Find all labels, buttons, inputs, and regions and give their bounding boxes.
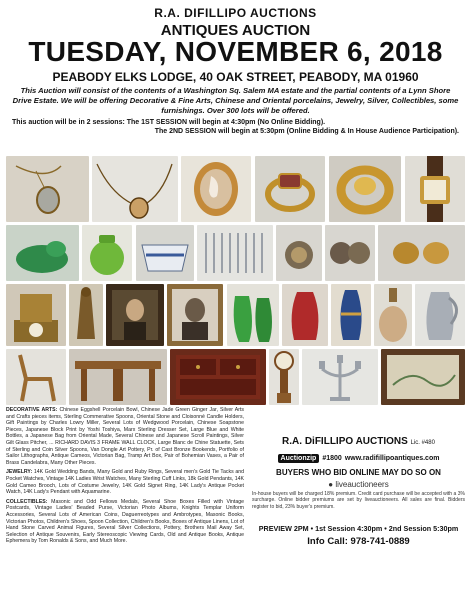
jewelry-text: 14K Gold Wedding Bands, Many Gold and Ruby Rings, Several men's Gold Tie Tacks and Pocket Watches, Vintage 14K Ladies Wrist Watches, Many Sterling Cuff Links, 18k Gold Pendants, 14K Gold Cameo Brooch, Lots of Costume Jewelry, 14K Gold Signet Ring, 14K Lady's Antique Pocket Watch, 14K Lady's Pendant with Aquamarine. — [6, 469, 244, 496]
description-column — [6, 407, 244, 548]
photo-candelabra — [302, 349, 378, 405]
photo-portrait-painting — [106, 284, 164, 346]
photo-wristwatch — [405, 156, 465, 222]
collectibles-text: Masonic and Odd Fellows Medals, Several Shoe Boxes Filled with Vintage Postcards, Vintage Ladies' Beaded Purse, Victorian Photo Albums, Knights Templar Uniform Accessories, Several Lots of American Coins, Daguerreotypes and Ambrotypes, Masonic Books, Victorian Photos, Children's Shoes, Spoon Collection, Children's Books, Boxes of Antique Linens, Lot of Hand Stone Carved Animal Figures, Several Silver Collections, Pottery, Brothers Mail Away Set, Selection of Antique Souvenirs, Early Stereoscopic Viewing Cards, Old and Antique Books, Antique Ephemera by Tom Ronalds & Sons, and Much More. — [6, 498, 244, 545]
decorative-label: DECORATIVE ARTS: — [6, 407, 58, 413]
photo-red-vase — [282, 284, 328, 346]
auctionzip-logo: Auctionzip — [278, 454, 320, 463]
online-buyers-note: BUYERS WHO BID ONLINE MAY DO SO ON — [276, 468, 441, 477]
collectibles-label: COLLECTIBLES: — [6, 498, 48, 505]
contact-name: R.A. DiFILLIPO AUCTIONS Lic. #480 — [282, 436, 435, 447]
intro-text: This Auction will consist of the contents of a Washington Sq. Salem MA estate and the partial contents of a Lynn Shore Drive Estate. We will be offering Decorative & Fine Arts, Chinese and Oriental porcelains, Jewelry, Silver, Collectibles, some furnishings. Over 300 lots will be offered. — [12, 86, 459, 115]
session-2-text: The 2ND SESSION will begin at 5:30pm (Online Bidding & In House Audience Participation). — [154, 128, 459, 135]
photo-mantel-clock — [6, 284, 66, 346]
photo-oriental-chest — [170, 349, 266, 405]
photo-carved-statue — [69, 284, 103, 346]
session-1-text: This auction will be in 2 sessions: The 1ST SESSION will begin at 4:30pm (No Online Bidding). — [12, 119, 326, 126]
photo-pendant-necklace — [6, 156, 89, 222]
photo-cameo-necklace — [92, 156, 178, 222]
photo-green-jar — [82, 225, 132, 281]
liveauctioneers-logo: ● liveauctioneers — [328, 480, 389, 489]
terms-text: In-house buyers will be charged 18% premium. Credit card purchase will be accepted with a 3% surcharge. Online bidder premiums are set by liveauctioneers. All sales are final. Bidders register to bid, 23% buyer's premium. — [252, 491, 465, 510]
venue-address: PEABODY ELKS LODGE, 40 OAK STREET, PEABODY, MA 01960 — [52, 70, 419, 84]
photo-oak-table — [69, 349, 167, 405]
photo-cufflinks-2 — [325, 225, 375, 281]
photo-cufflinks-3 — [378, 225, 465, 281]
photo-cufflinks-1 — [276, 225, 322, 281]
photo-bentwood-chair — [6, 349, 66, 405]
photo-framed-photo — [167, 284, 223, 346]
auction-subtitle: ANTIQUES AUCTION — [160, 22, 311, 39]
license-number: Lic. #480 — [410, 440, 435, 446]
auctionzip-row — [252, 451, 465, 465]
photo-blue-white-bowl — [136, 225, 194, 281]
auctionzip-number: #1800 — [322, 454, 342, 462]
preview-schedule: PREVIEW 2PM • 1st Session 4:30pm • 2nd Session 5:30pm — [258, 524, 459, 533]
photo-silver-spoons — [197, 225, 273, 281]
decorative-text: Chinese Eggshell Porcelain Bowl, Chinese Jade Green Ginger Jar, Silver Arts and Crafts pieces items, Sterling Commerative Spoons, Oriental Stone and Cloisonné Candle Holders, Gift Paintings by Charles Lowry Miller, Several Lots of Wedgwood Porcelain, Chinese Soapstone Pieces, Japanese Block Print by Yoshi Toshiya, Marx Sterling Dresser Set, Large Blue and White Bottles, a Japanese Bag from Oriental Made, Several Chinese and Japanese Scroll Paintings, Silver Gilt Glass Pitcher, ... RICHARD DAVIS 3 FRAME WALL CLOCK, Large Blanc de Chine Statuette, Sets of Sterling and Coin Silver Spoons, Van Dongle Art Pottery, Pr. of Cast Bronze Bookends, Portfolio of Sailor Lithographs, Antique Cameos, Victorian Bag, Tramp Art Box, Pair of Bohemian Vases, a Pair of Brass Candelabra, Many Other Pieces. — [6, 407, 244, 466]
photo-green-vases — [227, 284, 279, 346]
jewelry-label: JEWELRY: — [6, 469, 33, 476]
auction-date: TUESDAY, NOVEMBER 6, 2018 — [28, 36, 443, 67]
brand-name: R.A. DIFILLIPO AUCTIONS — [154, 6, 317, 20]
website-link[interactable]: www.radifillipoantiques.com — [344, 454, 440, 462]
info-phone[interactable]: Info Call: 978-741-0889 — [307, 536, 410, 547]
photo-cameo-brooch — [181, 156, 251, 222]
photo-gold-ring — [255, 156, 325, 222]
photo-banjo-clock — [269, 349, 299, 405]
photo-silver-ewer — [415, 284, 465, 346]
photo-jade-frog — [6, 225, 79, 281]
photo-signet-ring — [329, 156, 401, 222]
photo-cloisonne-vase — [331, 284, 371, 346]
photo-decanter — [374, 284, 412, 346]
photo-oriental-screen — [381, 349, 465, 405]
